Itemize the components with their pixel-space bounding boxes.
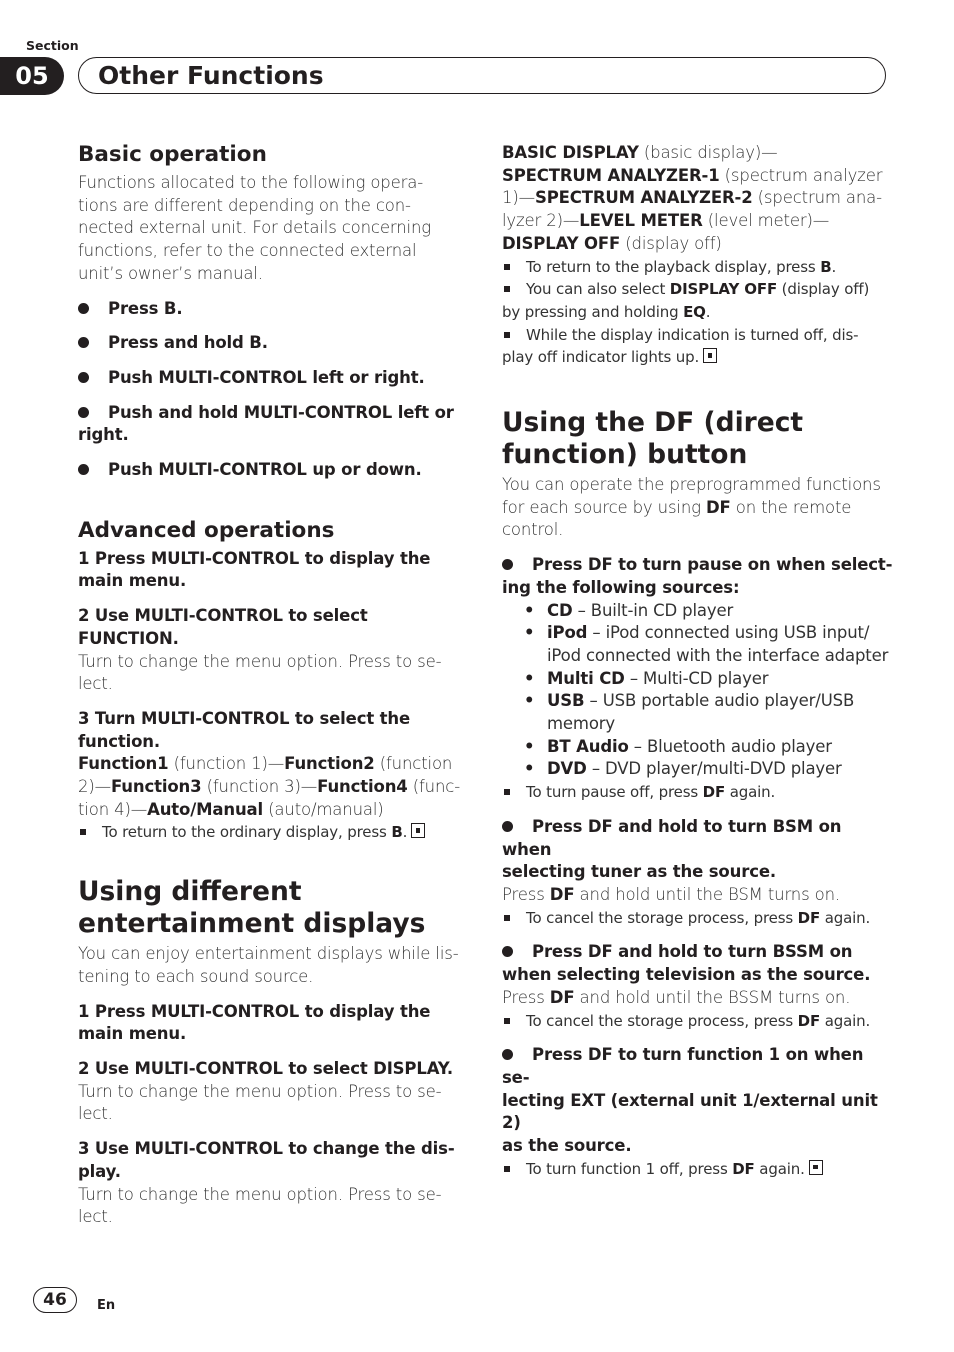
function-list: Function1 (function 1)—Function2 (function 2)—Function3 (function 3)—Function4 (func- tion 4)—Auto/Manual (auto/manual) [78,754,461,819]
end-mark-icon [703,348,717,363]
bullet-push-hold-left-right: Push and hold MULTI-CONTROL left or right. [78,402,454,445]
source-ipod: • iPod – iPod connected using USB input/ iPod connected with the interface adapter [524,622,894,667]
bullet-df-function1: Press DF to turn function 1 on when se- lecting EXT (external unit 1/external unit 2) as the source. [502,1045,878,1156]
display-mode-list: BASIC DISPLAY (basic display)— SPECTRUM ANALYZER-1 (spectrum analyzer 1)—SPECTRUM ANALYZER-2 (spectrum ana- lyzer 2)—LEVEL METER (level meter)— DISPLAY OFF (display off) [502,143,883,253]
basic-operation-heading: Basic operation [78,142,267,167]
advanced-step-3: 3 Turn MULTI-CONTROL to select the function. [78,708,411,751]
note-square-icon [504,915,510,921]
end-mark-icon [809,1160,823,1175]
bssm-body: Press DF and hold until the BSSM turns on. [502,987,851,1007]
advanced-operations-heading: Advanced operations [78,517,335,543]
note-display-off-eq: You can also select DISPLAY OFF (display off) by pressing and holding EQ. [502,280,870,321]
df-button-heading: Using the DF (direct function) button [502,407,804,470]
bullet-df-bsm: Press DF and hold to turn BSM on when selecting tuner as the source. [502,816,842,882]
right-column [502,142,894,1180]
bullet-dot-icon [502,821,513,832]
note-square-icon [504,1166,510,1172]
note-display-off-indicator: While the display indication is turned off, dis- play off indicator lights up. [502,325,859,367]
note-square-icon [504,789,510,795]
ent-step-2: 2 Use MULTI-CONTROL to select DISPLAY. [78,1058,453,1078]
bullet-dot-icon [502,1049,513,1060]
advanced-step-1: 1 Press MULTI-CONTROL to display the main menu. [78,548,431,591]
bullet-dot-icon [78,407,89,418]
bullet-press-hold-b: Press and hold B. [78,332,468,355]
source-bt-audio: • BT Audio – Bluetooth audio player [524,736,894,759]
ent-step-1: 1 Press MULTI-CONTROL to display the main menu. [78,1001,431,1044]
ent-step-3: 3 Use MULTI-CONTROL to change the dis- play. [78,1139,455,1181]
note-return-ordinary-display: To return to the ordinary display, press B. [78,821,468,844]
note-pause-off: To turn pause off, press DF again. [502,781,894,804]
note-square-icon [504,332,510,338]
note-cancel-bssm: To cancel the storage process, press DF again. [502,1010,894,1033]
note-square-icon [80,829,86,835]
entertainment-intro: You can enjoy entertainment displays while lis- tening to each sound source. [78,944,459,986]
advanced-step-2: 2 Use MULTI-CONTROL to select FUNCTION. [78,606,368,648]
bullet-dot-icon [78,337,89,348]
source-multi-cd: • Multi CD – Multi-CD player [524,668,894,691]
bullet-push-up-down: Push MULTI-CONTROL up or down. [78,459,468,482]
bullet-dot-icon [502,946,513,957]
bullet-dot-icon [502,559,513,570]
note-return-playback: To return to the playback display, press B. [502,256,894,279]
bsm-body: Press DF and hold until the BSM turns on. [502,884,840,904]
left-column [78,140,468,1229]
section-number-tab: 05 [0,57,64,95]
source-cd: • CD – Built-in CD player [524,600,894,623]
source-list [524,600,894,782]
note-square-icon [504,1018,510,1024]
bullet-press-b: Press B. [78,298,468,321]
bullet-push-left-right: Push MULTI-CONTROL left or right. [78,367,468,390]
section-title: Other Functions [98,61,324,90]
ent-step-2-body: Turn to change the menu option. Press to se- lect. [78,1081,442,1124]
bullet-dot-icon [78,372,89,383]
note-cancel-bsm: To cancel the storage process, press DF again. [502,907,894,930]
ent-step-3-body: Turn to change the menu option. Press to se- lect. [78,1184,442,1227]
df-intro: You can operate the preprogrammed functions for each source by using DF on the remote control. [502,475,881,540]
source-dvd: • DVD – DVD player/multi-DVD player [524,758,894,781]
note-square-icon [504,286,510,292]
language-code: En [97,1298,116,1313]
bullet-df-bssm: Press DF and hold to turn BSSM on when selecting television as the source. [502,942,871,985]
advanced-step-2-body: Turn to change the menu option. Press to se- lect. [78,651,442,694]
bullet-df-pause: Press DF to turn pause on when select- ing the following sources: [502,555,893,597]
note-square-icon [504,264,510,270]
note-function1-off: To turn function 1 off, press DF again. [502,1158,894,1181]
page-number: 46 [33,1287,77,1313]
bullet-dot-icon [78,464,89,475]
bullet-dot-icon [78,303,89,314]
source-usb: • USB – USB portable audio player/USB memory [524,690,894,735]
basic-operation-intro: Functions allocated to the following opera- tions are different depending on the con- nected external unit. For details concerning functions, refer to the connected external unit’s owner’s manual. [78,173,432,283]
entertainment-displays-heading: Using different entertainment displays [78,876,426,939]
section-label: Section [26,38,79,53]
end-mark-icon [411,823,425,838]
